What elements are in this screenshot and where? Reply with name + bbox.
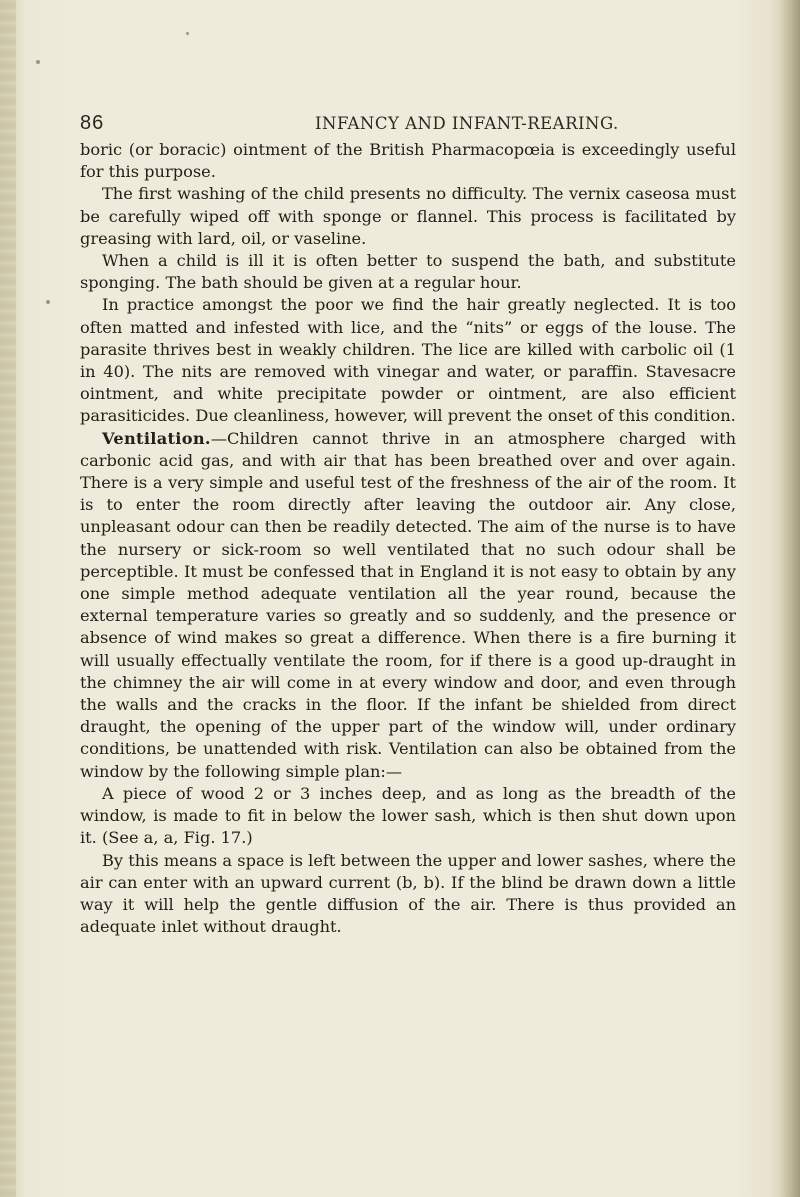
ventilation-paragraph	[80, 428, 736, 783]
page-spine-shadow	[0, 0, 16, 1197]
section-heading-ventilation: Ventilation.	[102, 428, 211, 448]
running-head: INFANCY AND INFANT-REARING.	[315, 114, 619, 133]
paragraph: When a child is ill it is often better to suspend the bath, and substitute sponging. The bath should be given at a regular hour.	[80, 251, 736, 293]
paragraph: In practice amongst the poor we find the hair greatly neglected. It is too often matted and infested with lice, and the “nits” or eggs of the louse. The parasite thrives best in weakly children. The lice are killed with carbolic oil (1 in 40). The nits are removed with vinegar and water, or paraffin. Stavesacre ointment, and white precipitate powder or ointment, are also efficient parasiticides. Due cleanliness, however, will prevent the onset of this condition.	[80, 295, 736, 426]
page-number: 86	[80, 112, 105, 134]
paper-speck	[46, 300, 50, 304]
paragraph: The first washing of the child presents no difficulty. The vernix caseosa must be carefully wiped off with sponge or flannel. This process is facilitated by greasing with lard, oil, or vaseline.	[80, 184, 736, 248]
paper-speck	[186, 32, 189, 35]
body-text	[80, 139, 736, 938]
paragraph: boric (or boracic) ointment of the British Pharmacopœia is exceedingly useful for this purpose.	[80, 140, 736, 182]
ventilation-text: —Children cannot thrive in an atmosphere charged with carbonic acid gas, and with air that has been breathed over and over again. There is a very simple and useful test of the freshness of the air of the room. It is to enter the room directly after leaving the outdoor air. Any close, unpleasant odour can then be readily detected. The aim of the nurse is to have the nursery or sick-room so well ventilated that no such odour shall be perceptible. It must be confessed that in England it is not easy to obtain by any one simple method adequate ventilation all the year round, because the external temperature varies so greatly and so suddenly, and the presence or absence of wind makes so great a difference. When there is a fire burning it will usually effectually ventilate the room, for if there is a good up-draught in the chimney the air will come in at every window and door, and even through the walls and the cracks in the floor. If the infant be shielded from direct draught, the opening of the upper part of the window will, under ordinary conditions, be unattended with risk. Ventilation can also be obtained from the window by the following simple plan:—	[80, 428, 736, 781]
paper-speck	[36, 60, 40, 64]
paragraph: A piece of wood 2 or 3 inches deep, and as long as the breadth of the window, is made to fit in below the lower sash, which is then shut down upon it. (See a, a, Fig. 17.)	[80, 783, 736, 848]
page-edge-shadow	[780, 0, 800, 1197]
paragraph: By this means a space is left between the upper and lower sashes, where the air can enter with an upward current (b, b). If the blind be drawn down a little way it will help the gentle diffusion of the air. There is thus provided an adequate inlet without draught.	[80, 850, 736, 937]
